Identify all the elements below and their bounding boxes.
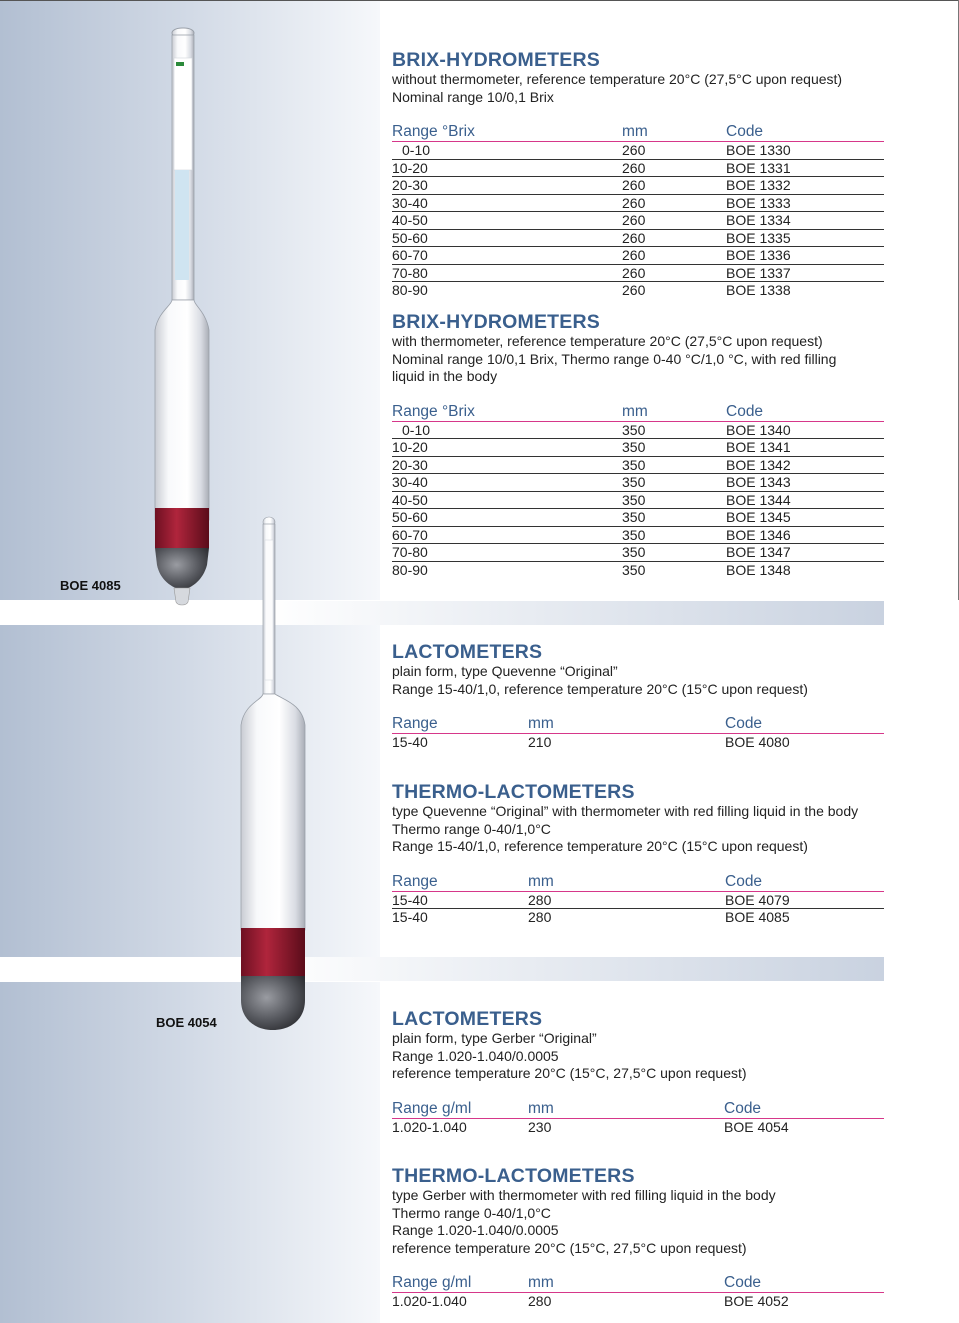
table-header [392,872,884,892]
table-row [392,909,884,926]
cell-code: BOE 4052 [724,1293,789,1309]
header-code: Code [724,1099,762,1117]
cell-mm: 260 [622,159,646,176]
table-row [392,457,884,475]
table-row [392,212,884,230]
table-row [392,492,884,510]
section-title: THERMO-LACTOMETERS [392,1165,635,1187]
cell-range: 40-50 [392,212,428,228]
cell-range: 0-10 [402,421,431,438]
section-lactometers-gerber [392,1008,884,1135]
cell-range: 15-40 [392,734,428,750]
header-code: Code [726,402,764,420]
header-code: Code [726,123,764,140]
hydrometer-boe-4085 [155,28,209,605]
header-mm: mm [622,123,648,140]
header-range: Range °Brix [392,123,475,140]
table-row [392,142,884,160]
cell-mm: 350 [622,456,646,473]
header-mm: mm [528,715,554,732]
cell-mm: 260 [622,264,646,281]
cell-mm: 260 [622,194,646,211]
cell-code: BOE 4085 [725,909,790,925]
cell-code: BOE 1348 [726,561,791,578]
cell-mm: 210 [528,734,552,750]
section-desc-line: Nominal range 10/0,1 Brix [392,88,554,105]
table-header [392,1099,884,1119]
section-thermo-lactometers-quevenne [392,781,884,926]
section-brix-hydrometers-plain [392,49,884,299]
cell-mm: 260 [622,229,646,246]
header-mm: mm [528,1099,554,1117]
cell-code: BOE 1344 [726,491,791,508]
section-desc-line: Nominal range 10/0,1 Brix, Thermo range 0-40 °C/1,0 °C, with red filling [392,350,837,367]
cell-range: 20-30 [392,177,428,193]
cell-code: BOE 4080 [725,734,790,750]
section-title: LACTOMETERS [392,1008,543,1030]
section-desc-line: Range 1.020-1.040/0.0005 [392,1047,559,1064]
cell-mm: 260 [622,177,646,193]
section-desc-line: Thermo range 0-40/1,0°C [392,820,551,837]
cell-mm: 230 [528,1118,552,1135]
cell-code: BOE 1345 [726,509,791,525]
cell-range: 40-50 [392,491,428,508]
cell-mm: 280 [528,1293,552,1309]
section-title: THERMO-LACTOMETERS [392,781,635,803]
cell-mm: 350 [622,421,646,438]
table-header [392,122,884,142]
cell-mm: 350 [622,439,646,455]
section-desc-line: Range 15-40/1,0, reference temperature 20°C (15°C upon request) [392,680,808,697]
table-row [392,230,884,248]
section-title: BRIX-HYDROMETERS [392,49,600,71]
cell-mm: 260 [622,282,646,298]
table-row [392,1119,884,1136]
cell-mm: 260 [622,247,646,263]
cell-range: 30-40 [392,474,428,490]
cell-range: 20-30 [392,456,428,473]
table-row [392,265,884,283]
cell-code: BOE 1347 [726,544,791,560]
table-row [392,1293,884,1310]
section-desc-line: with thermometer, reference temperature 20°C (27,5°C upon request) [392,333,823,349]
cell-code: BOE 1337 [726,264,791,281]
cell-code: BOE 1333 [726,194,791,211]
cell-mm: 350 [622,544,646,560]
cell-range: 10-20 [392,439,428,455]
section-desc-line: reference temperature 20°C (15°C, 27,5°C upon request) [392,1239,747,1256]
cell-range: 0-10 [402,142,431,158]
table-body [392,1119,884,1136]
table-row [392,195,884,213]
cell-mm: 350 [622,474,646,490]
cell-mm: 350 [622,561,646,578]
product-label-top: BOE 4085 [60,578,121,593]
table-row [392,544,884,562]
table-header [392,1273,884,1293]
table-body [392,422,884,579]
cell-code: BOE 1335 [726,229,791,246]
table-row [392,892,884,910]
section-desc-line: without thermometer, reference temperature 20°C (27,5°C upon request) [392,71,843,87]
section-desc-line: liquid in the body [392,368,498,384]
cell-range: 15-40 [392,891,428,908]
cell-code: BOE 1332 [726,177,791,193]
header-range: Range g/ml [392,1274,472,1291]
header-range: Range °Brix [392,402,475,420]
section-desc-line: type Quevenne “Original” with thermometer with red filling liquid in the body [392,803,859,819]
cell-mm: 350 [622,526,646,543]
section-desc-line: reference temperature 20°C (15°C, 27,5°C upon request) [392,1065,747,1081]
table-header [392,714,884,734]
header-mm: mm [622,402,648,420]
cell-code: BOE 1343 [726,474,791,490]
cell-range: 50-60 [392,509,428,525]
table-row [392,247,884,265]
section-desc-line: Range 15-40/1,0, reference temperature 20°C (15°C upon request) [392,838,808,854]
section-title: LACTOMETERS [392,641,543,663]
table-row [392,422,884,440]
cell-code: BOE 1330 [726,142,791,158]
hydrometer-illustrations [0,0,380,1323]
cell-range: 80-90 [392,561,428,578]
cell-range: 30-40 [392,194,428,211]
cell-code: BOE 1331 [726,159,791,176]
cell-range: 60-70 [392,526,428,543]
header-code: Code [725,872,763,890]
cell-range: 10-20 [392,159,428,176]
cell-range: 70-80 [392,544,428,560]
section-title: BRIX-HYDROMETERS [392,311,600,333]
cell-code: BOE 1336 [726,247,791,263]
table-header [392,402,884,422]
hydrometer-boe-4054 [241,517,305,1030]
cell-mm: 350 [622,491,646,508]
section-thermo-lactometers-gerber [392,1165,884,1310]
table-row [392,734,884,751]
section-lactometers-quevenne [392,641,884,751]
header-mm: mm [528,1274,554,1291]
cell-code: BOE 1346 [726,526,791,543]
cell-code: BOE 4054 [724,1118,789,1135]
section-desc-line: type Gerber with thermometer with red filling liquid in the body [392,1187,776,1203]
header-mm: mm [528,872,554,890]
section-desc-line: plain form, type Quevenne “Original” [392,663,618,679]
cell-range: 60-70 [392,247,428,263]
cell-code: BOE 1342 [726,456,791,473]
table-body [392,142,884,299]
header-code: Code [724,1274,762,1291]
cell-code: BOE 1341 [726,439,791,455]
cell-code: BOE 1338 [726,282,791,298]
table-row [392,509,884,527]
cell-mm: 280 [528,891,552,908]
table-row [392,527,884,545]
product-label-bottom: BOE 4054 [156,1015,217,1030]
header-range: Range [392,715,438,732]
cell-mm: 260 [622,212,646,228]
table-row [392,562,884,579]
table-body [392,1293,884,1310]
section-desc-line: Range 1.020-1.040/0.0005 [392,1222,559,1238]
cell-code: BOE 1340 [726,421,791,438]
cell-range: 1.020-1.040 [392,1293,467,1309]
cell-range: 15-40 [392,909,428,925]
cell-code: BOE 1334 [726,212,791,228]
table-body [392,734,884,751]
cell-mm: 280 [528,909,552,925]
table-row [392,282,884,299]
section-brix-hydrometers-thermo [392,311,884,578]
cell-mm: 350 [622,509,646,525]
cell-range: 70-80 [392,264,428,281]
cell-range: 1.020-1.040 [392,1118,467,1135]
table-row [392,177,884,195]
table-row [392,160,884,178]
cell-mm: 260 [622,142,646,158]
header-code: Code [725,715,763,732]
cell-range: 50-60 [392,229,428,246]
header-range: Range g/ml [392,1099,472,1117]
header-range: Range [392,872,438,890]
table-row [392,439,884,457]
table-row [392,474,884,492]
cell-range: 80-90 [392,282,428,298]
section-desc-line: Thermo range 0-40/1,0°C [392,1204,551,1221]
table-body [392,892,884,926]
section-desc-line: plain form, type Gerber “Original” [392,1030,597,1046]
cell-code: BOE 4079 [725,891,790,908]
